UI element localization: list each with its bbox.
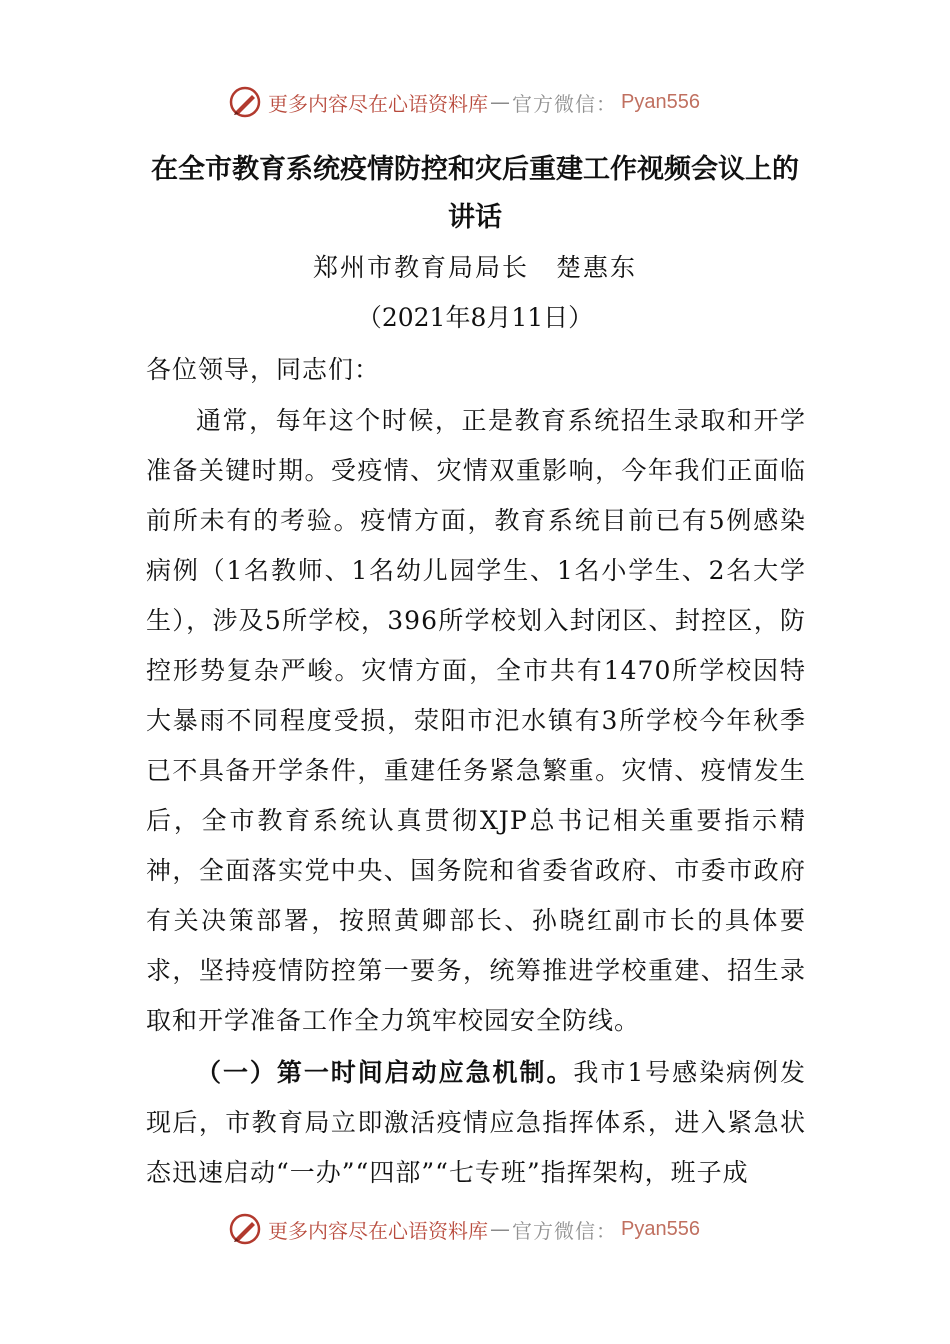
section-heading: （一）第一时间启动应急机制。 <box>196 1058 574 1087</box>
document-body <box>146 396 806 1198</box>
watermark-dash: — <box>490 1217 510 1241</box>
section-text: 我市1号感染病例发现后，市教育局立即激活疫情应急指挥体系，进入紧急状态迅速启动“一办”“四部”“七专班”指挥架构，班子成 <box>146 1058 806 1187</box>
paragraph <box>146 1048 806 1198</box>
watermark-brand: 更多内容尽在心语资料库 <box>268 91 488 116</box>
document-date: （2021年8月11日） <box>356 303 594 332</box>
watermark-dash: — <box>490 90 510 114</box>
watermark-brand: 更多内容尽在心语资料库 <box>268 1218 488 1243</box>
watermark-official-label: 官方微信： <box>512 91 617 116</box>
watermark-footer <box>228 1209 700 1249</box>
document-title: 在全市教育系统疫情防控和灾后重建工作视频会议上的讲话 <box>151 154 799 233</box>
watermark-wechat-id: Pyan556 <box>621 1217 700 1240</box>
watermark-official-label: 官方微信： <box>512 1218 617 1243</box>
paragraph: 通常，每年这个时候，正是教育系统招生录取和开学准备关键时期。受疫情、灾情双重影响，今年我们正面临前所未有的考验。疫情方面，教育系统目前已有5例感染病例（1名教师、1名幼儿园学生、1名小学生、2名大学生），涉及5所学校，396所学校划入封闭区、封控区，防控形势复杂严峻。灾情方面，全市共有1470所学校因特大暴雨不同程度受损，荥阳市汜水镇有3所学校今年秋季已不具备开学条件，重建任务紧急繁重。灾情、疫情发生后，全市教育系统认真贯彻XJP总书记相关重要指示精神，全面落实党中央、国务院和省委省政府、市委市政府有关决策部署，按照黄卿部长、孙晓红副市长的具体要求，坚持疫情防控第一要务，统筹推进学校重建、招生录取和开学准备工作全力筑牢校园安全防线。 <box>146 406 807 1035</box>
pen-logo-icon <box>228 1212 262 1246</box>
watermark-header <box>228 82 700 122</box>
pen-logo-icon <box>228 85 262 119</box>
document-author: 郑州市教育局局长 楚惠东 <box>312 253 637 282</box>
salutation: 各位领导，同志们： <box>146 355 381 384</box>
watermark-wechat-id: Pyan556 <box>621 90 700 113</box>
